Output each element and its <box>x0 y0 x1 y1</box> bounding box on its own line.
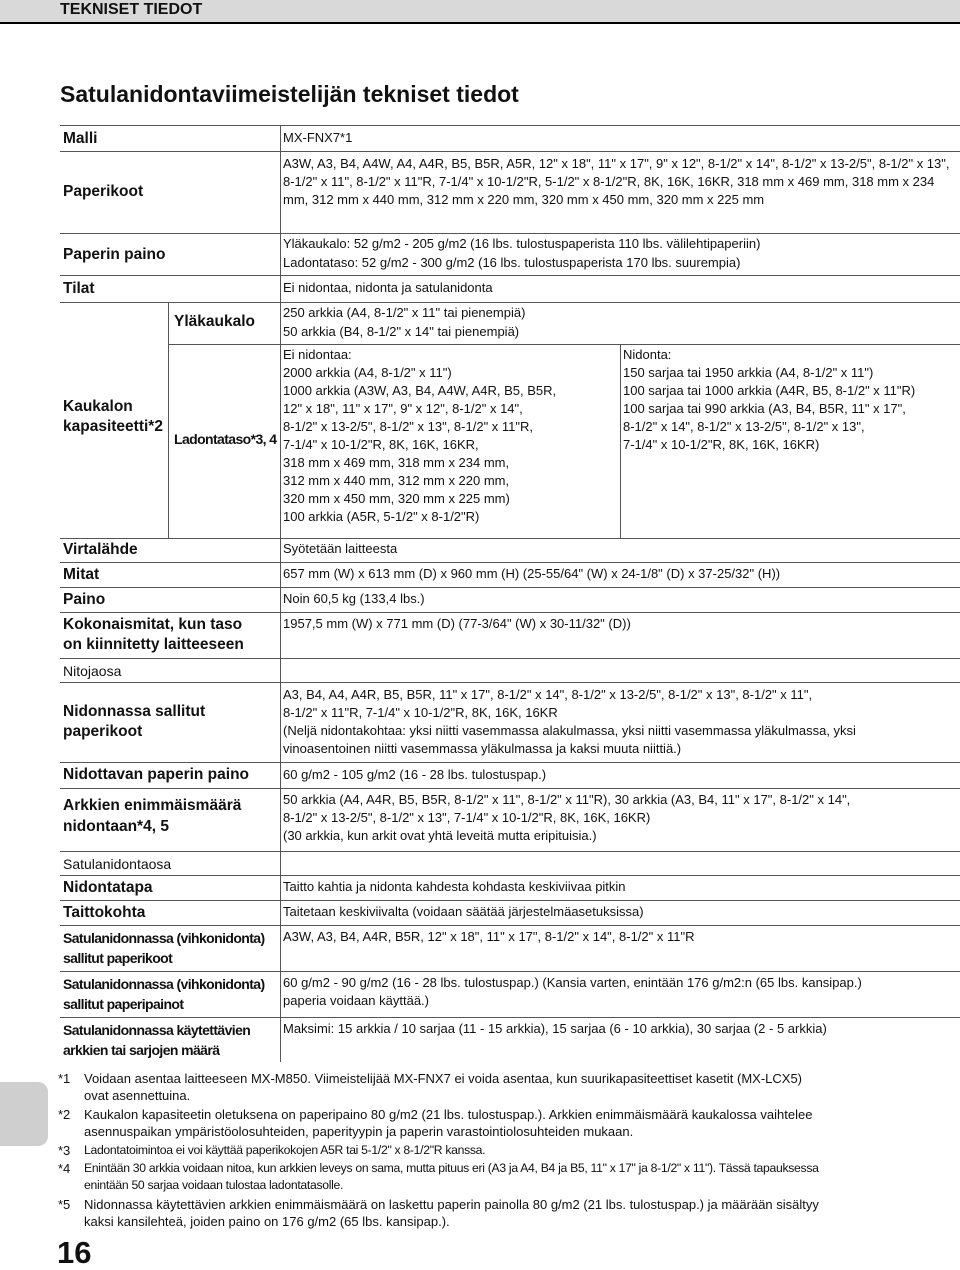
ladontataso-ei-nidontaa-line: 318 mm x 469 mm, 318 mm x 234 mm, <box>283 455 510 470</box>
value-virtalahde: Syötetään laitteesta <box>280 538 960 563</box>
label-virtalahde: Virtalähde <box>60 538 280 563</box>
ladontataso-ei-nidontaa-line: 12" x 18", 11" x 17", 9" x 12", 8-1/2" x 14", <box>283 401 523 416</box>
page-title: Satulanidontaviimeistelijän tekniset tiedot <box>60 81 519 107</box>
value-paperin-paino: Yläkaukalo: 52 g/m2 - 205 g/m2 (16 lbs. tulostuspaperista 110 lbs. välilehtipaperiin) Ladontataso: 52 g/m2 - 300 g/m2 (16 lbs. tulostuspaperista 170 lbs. suurempia) <box>280 233 960 276</box>
ladontataso-ei-nidontaa-line: 8-1/2" x 13-2/5", 8-1/2" x 13", 8-1/2" x 11"R, <box>283 419 534 434</box>
footnote-2: *2 Kaukalon kapasiteetin oletuksena on paperipaino 80 g/m2 (21 lbs. tulostuspap.). Arkkien enimmäismäärä kaukalossa vaihtelee asennuspaikan ympäristöolosuhteiden, paperityypin ja paperin varastointiolosuhteiden mukaan. <box>58 1107 813 1139</box>
label-nidottavan-paino: Nidottavan paperin paino <box>60 762 280 789</box>
value-nidontatapa: Taitto kahtia ja nidonta kahdesta kohdasta keskiviivaa pitkin <box>280 875 960 901</box>
header-rule <box>0 22 960 24</box>
chapter-tab <box>0 1082 48 1146</box>
value-ladontataso-ei-nidontaa <box>280 344 620 539</box>
value-tilat: Ei nidontaa, nidonta ja satulanidonta <box>280 275 960 303</box>
label-arkkien-enimmaismaara: Arkkien enimmäismäärä nidontaan*4, 5 <box>60 788 280 852</box>
value-kokonaismitat: 1957,5 mm (W) x 771 mm (D) (77-3/64" (W) x 30-11/32" (D)) <box>280 612 960 659</box>
label-taittokohta: Taittokohta <box>60 900 280 926</box>
footnote-3: *3 Ladontatoimintoa ei voi käyttää paperikokojen A5R tai 5-1/2" x 8-1/2"R kanssa. <box>58 1143 486 1158</box>
ladontataso-ei-nidontaa-line: 320 mm x 450 mm, 320 mm x 225 mm) <box>283 491 510 506</box>
ladontataso-nidonta-line: 8-1/2" x 14", 8-1/2" x 13-2/5", 8-1/2" x 13", <box>623 419 865 434</box>
label-satula-maara: Satulanidonnassa käytettävien arkkien tai sarjojen määrä <box>60 1017 280 1063</box>
value-malli: MX-FNX7*1 <box>280 125 960 152</box>
value-satula-paperikoot: A3W, A3, B4, A4R, B5R, 12" x 18", 11" x 17", 8-1/2" x 14", 8-1/2" x 11"R <box>280 925 960 972</box>
ladontataso-ei-nidontaa-line: 7-1/4" x 10-1/2"R, 8K, 16K, 16KR, <box>283 437 479 452</box>
label-ladontataso: Ladontataso*3, 4 <box>168 344 280 539</box>
value-satula-maara: Maksimi: 15 arkkia / 10 sarjaa (11 - 15 arkkia), 15 sarjaa (6 - 10 arkkia), 30 sarjaa (2 - 5 arkkia) <box>280 1017 960 1063</box>
label-paino: Paino <box>60 587 280 613</box>
value-taittokohta: Taitetaan keskiviivalta (voidaan säätää järjestelmäasetuksissa) <box>280 900 960 926</box>
ladontataso-nidonta-line: 100 sarjaa tai 990 arkkia (A3, B4, B5R, 11" x 17", <box>623 401 906 416</box>
label-paperin-paino: Paperin paino <box>60 233 280 276</box>
label-kaukalon-kapasiteetti: Kaukalon kapasiteetti*2 <box>60 302 168 539</box>
ladontataso-ei-nidontaa-line: 312 mm x 440 mm, 312 mm x 220 mm, <box>283 473 510 488</box>
value-paino: Noin 60,5 kg (133,4 lbs.) <box>280 587 960 613</box>
footnote-5: *5 Nidonnassa käytettävien arkkien enimmäismäärä on laskettu paperin painolla 80 g/m2 (21 lbs. tulostuspap.) ja määrään sisältyy kaksi kansilehteä, joiden paino on 176 g/m2 (65 lbs. kansipap.). <box>58 1197 819 1229</box>
ladontataso-nidonta-line: 7-1/4" x 10-1/2"R, 8K, 16K, 16KR) <box>623 437 820 452</box>
value-mitat: 657 mm (W) x 613 mm (D) x 960 mm (H) (25-55/64" (W) x 24-1/8" (D) x 37-25/32" (H)) <box>280 562 960 588</box>
value-ladontataso-nidonta <box>620 344 960 539</box>
ladontataso-nidonta-line: 100 sarjaa tai 1000 arkkia (A4R, B5, 8-1/2" x 11"R) <box>623 383 916 398</box>
value-ylakaukalo: 250 arkkia (A4, 8-1/2" x 11" tai pienempiä) 50 arkkia (B4, 8-1/2" x 14" tai pienempiä) <box>280 302 960 345</box>
label-kokonaismitat: Kokonaismitat, kun taso on kiinnitetty laitteeseen <box>60 612 280 659</box>
label-nidonnassa-sallitut: Nidonnassa sallitut paperikoot <box>60 682 280 763</box>
label-tilat: Tilat <box>60 275 280 303</box>
section-header <box>0 0 960 22</box>
value-paperikoot: A3W, A3, B4, A4W, A4, A4R, B5, B5R, A5R, 12" x 18", 11" x 17", 9" x 12", 8-1/2" x 14", 8-1/2" x 13-2/5", 8-1/2" x 13", 8-1/2" x 11", 8-1/2" x 11"R, 7-1/4" x 10-1/2"R, 5-1/2" x 8-1/2"R, 8K, 16K, 16KR, 318 mm x 469 mm, 318 mm x 234 mm, 312 mm x 440 mm, 312 mm x 220 mm, 320 mm x 450 mm, 320 mm x 225 mm <box>280 151 960 234</box>
label-satula-paperikoot: Satulanidonnassa (vihkonidonta) sallitut paperikoot <box>60 925 280 972</box>
ladontataso-nidonta-line: 150 sarjaa tai 1950 arkkia (A4, 8-1/2" x 11") <box>623 365 874 380</box>
label-satula-paperipainot: Satulanidonnassa (vihkonidonta) sallitut paperipainot <box>60 971 280 1018</box>
label-malli: Malli <box>60 125 280 152</box>
footnote-4: *4 Enintään 30 arkkia voidaan nitoa, kun arkkien leveys on sama, mutta pituus eri (A3 ja A4, B4 ja B5, 11" x 17" ja 8-1/2" x 11"). Tässä tapauksessa enintään 50 sarjaa voidaan tulostaa ladontatasolle. <box>58 1161 819 1192</box>
ladontataso-ei-nidontaa-line: 2000 arkkia (A4, 8-1/2" x 11") <box>283 365 452 380</box>
value-nidottavan-paino: 60 g/m2 - 105 g/m2 (16 - 28 lbs. tulostuspap.) <box>280 762 960 789</box>
ladontataso-ei-nidontaa-line: 1000 arkkia (A3W, A3, B4, A4W, A4R, B5, B5R, <box>283 383 557 398</box>
value-arkkien-enimmaismaara: 50 arkkia (A4, A4R, B5, B5R, 8-1/2" x 11", 8-1/2" x 11"R), 30 arkkia (A3, B4, 11" x 17", 8-1/2" x 14", 8-1/2" x 13-2/5", 8-1/2" x 13", 7-1/4" x 10-1/2"R, 8K, 16K, 16KR) (30 arkkia, kun arkit ovat yhtä leveitä mutta eripituisia.) <box>280 788 960 852</box>
ladontataso-nidonta-line: Nidonta: <box>623 347 672 362</box>
footnote-1: *1 Voidaan asentaa laitteeseen MX-M850. Viimeistelijää MX-FNX7 ei voida asentaa, kun suurikapasiteettiset kasetit (MX-LCX5) ovat asennettuina. <box>58 1071 803 1103</box>
label-mitat: Mitat <box>60 562 280 588</box>
label-nitojaosa: Nitojaosa <box>60 658 960 683</box>
label-satulanidontaosa: Satulanidontaosa <box>60 851 960 876</box>
ladontataso-ei-nidontaa-line: 100 arkkia (A5R, 5-1/2" x 8-1/2"R) <box>283 509 480 524</box>
label-nidontatapa: Nidontatapa <box>60 875 280 901</box>
section-title: TEKNISET TIEDOT <box>60 1 203 18</box>
page-number: 16 <box>57 1235 92 1270</box>
value-satula-paperipainot: 60 g/m2 - 90 g/m2 (16 - 28 lbs. tulostuspap.) (Kansia varten, enintään 176 g/m2:n (65 lbs. kansipap.) paperia voidaan käyttää.) <box>280 971 960 1018</box>
label-paperikoot: Paperikoot <box>60 151 280 234</box>
ladontataso-ei-nidontaa-line: Ei nidontaa: <box>283 347 352 362</box>
value-nidonnassa-sallitut: A3, B4, A4, A4R, B5, B5R, 11" x 17", 8-1/2" x 14", 8-1/2" x 13-2/5", 8-1/2" x 13", 8-1/2" x 11", 8-1/2" x 11"R, 7-1/4" x 10-1/2"R, 8K, 16K, 16KR (Neljä nidontakohtaa: yksi niitti vasemmassa alakulmassa, yksi niitti vasemmassa yläkulmassa, yksi vinoasentoinen niitti vasemmassa yläkulmassa ja kaksi muuta niittiä.) <box>280 682 960 763</box>
label-ylakaukalo: Yläkaukalo <box>168 302 280 345</box>
